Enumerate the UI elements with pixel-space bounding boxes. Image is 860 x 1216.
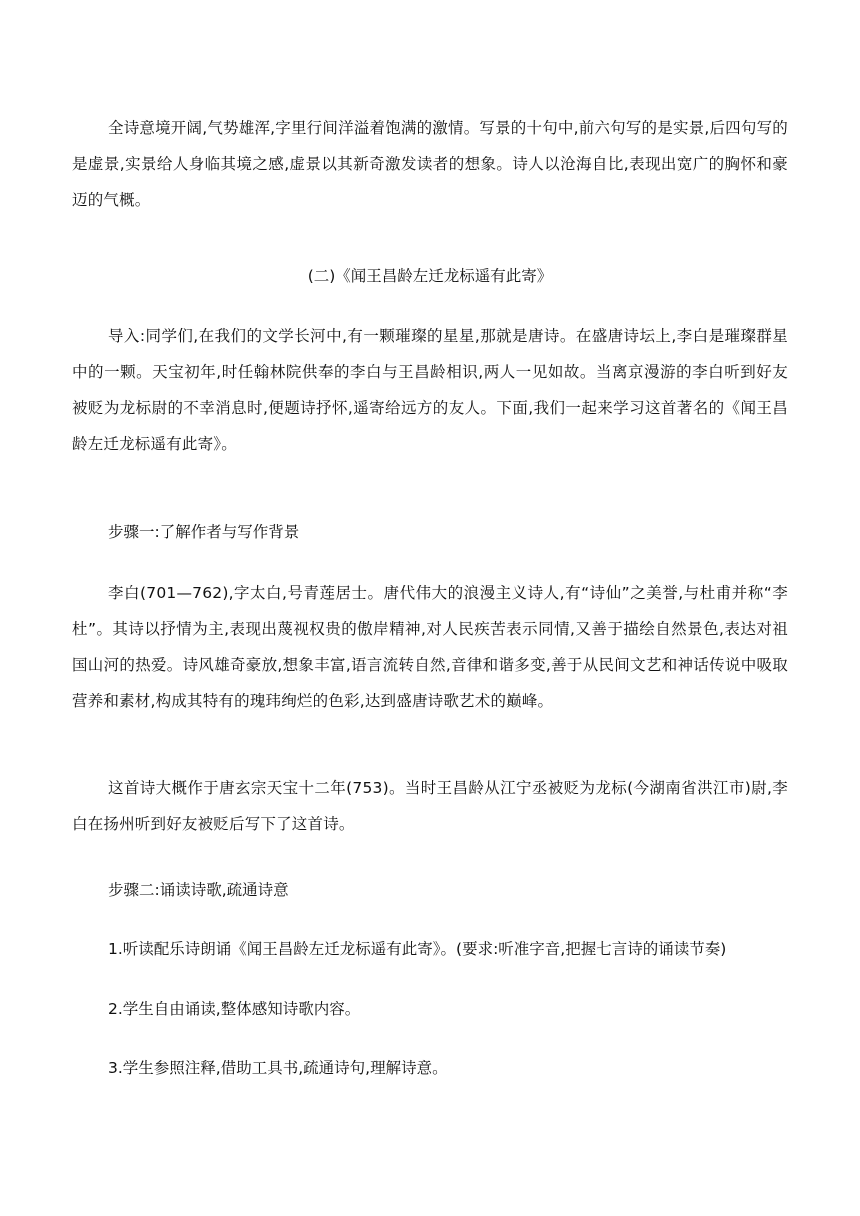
list-item-1: 1.听读配乐诗朗诵《闻王昌龄左迁龙标遥有此寄》。(要求:听准字音,把握七言诗的诵读节奏) — [108, 940, 727, 958]
list-item-2: 2.学生自由诵读,整体感知诗歌内容。 — [108, 1000, 361, 1018]
background-paragraph: 这首诗大概作于唐玄宗天宝十二年(753)。当时王昌龄从江宁丞被贬为龙标(今湖南省洪江市)尉,李白在扬州听到好友被贬后写下了这首诗。 — [72, 779, 788, 833]
author-paragraph: 李白(701—762),字太白,号青莲居士。唐代伟大的浪漫主义诗人,有“诗仙”之美誉,与杜甫并称“李杜”。其诗以抒情为主,表现出蔑视权贵的傲岸精神,对人民疾苦表示同情,又善于描绘自然景色,表达对祖国山河的热爱。诗风雄奇豪放,想象丰富,语言流转自然,音律和谐多变,善于从民间文艺和神话传说中吸取营养和素材,构成其特有的瑰玮绚烂的色彩,达到盛唐诗歌艺术的巅峰。 — [72, 584, 788, 710]
daoru-paragraph: 导入:同学们,在我们的文学长河中,有一颗璀璨的星星,那就是唐诗。在盛唐诗坛上,李白是璀璨群星中的一颗。天宝初年,时任翰林院供奉的李白与王昌龄相识,两人一见如故。当离京漫游的李白听到好友被贬为龙标尉的不幸消息时,便题诗抒怀,遥寄给远方的友人。下面,我们一起来学习这首著名的《闻王昌龄左迁龙标遥有此寄》。 — [72, 327, 788, 453]
step2-title: 步骤二:诵读诗歌,疏通诗意 — [108, 881, 289, 899]
step1-title: 步骤一:了解作者与写作背景 — [108, 523, 300, 541]
section-heading: (二)《闻王昌龄左迁龙标遥有此寄》 — [307, 267, 553, 285]
list-item-3: 3.学生参照注释,借助工具书,疏通诗句,理解诗意。 — [108, 1059, 448, 1077]
intro-paragraph: 全诗意境开阔,气势雄浑,字里行间洋溢着饱满的激情。写景的十句中,前六句写的是实景,后四句写的是虚景,实景给人身临其境之感,虚景以其新奇激发读者的想象。诗人以沧海自比,表现出宽广的胸怀和豪迈的气概。 — [72, 119, 788, 209]
